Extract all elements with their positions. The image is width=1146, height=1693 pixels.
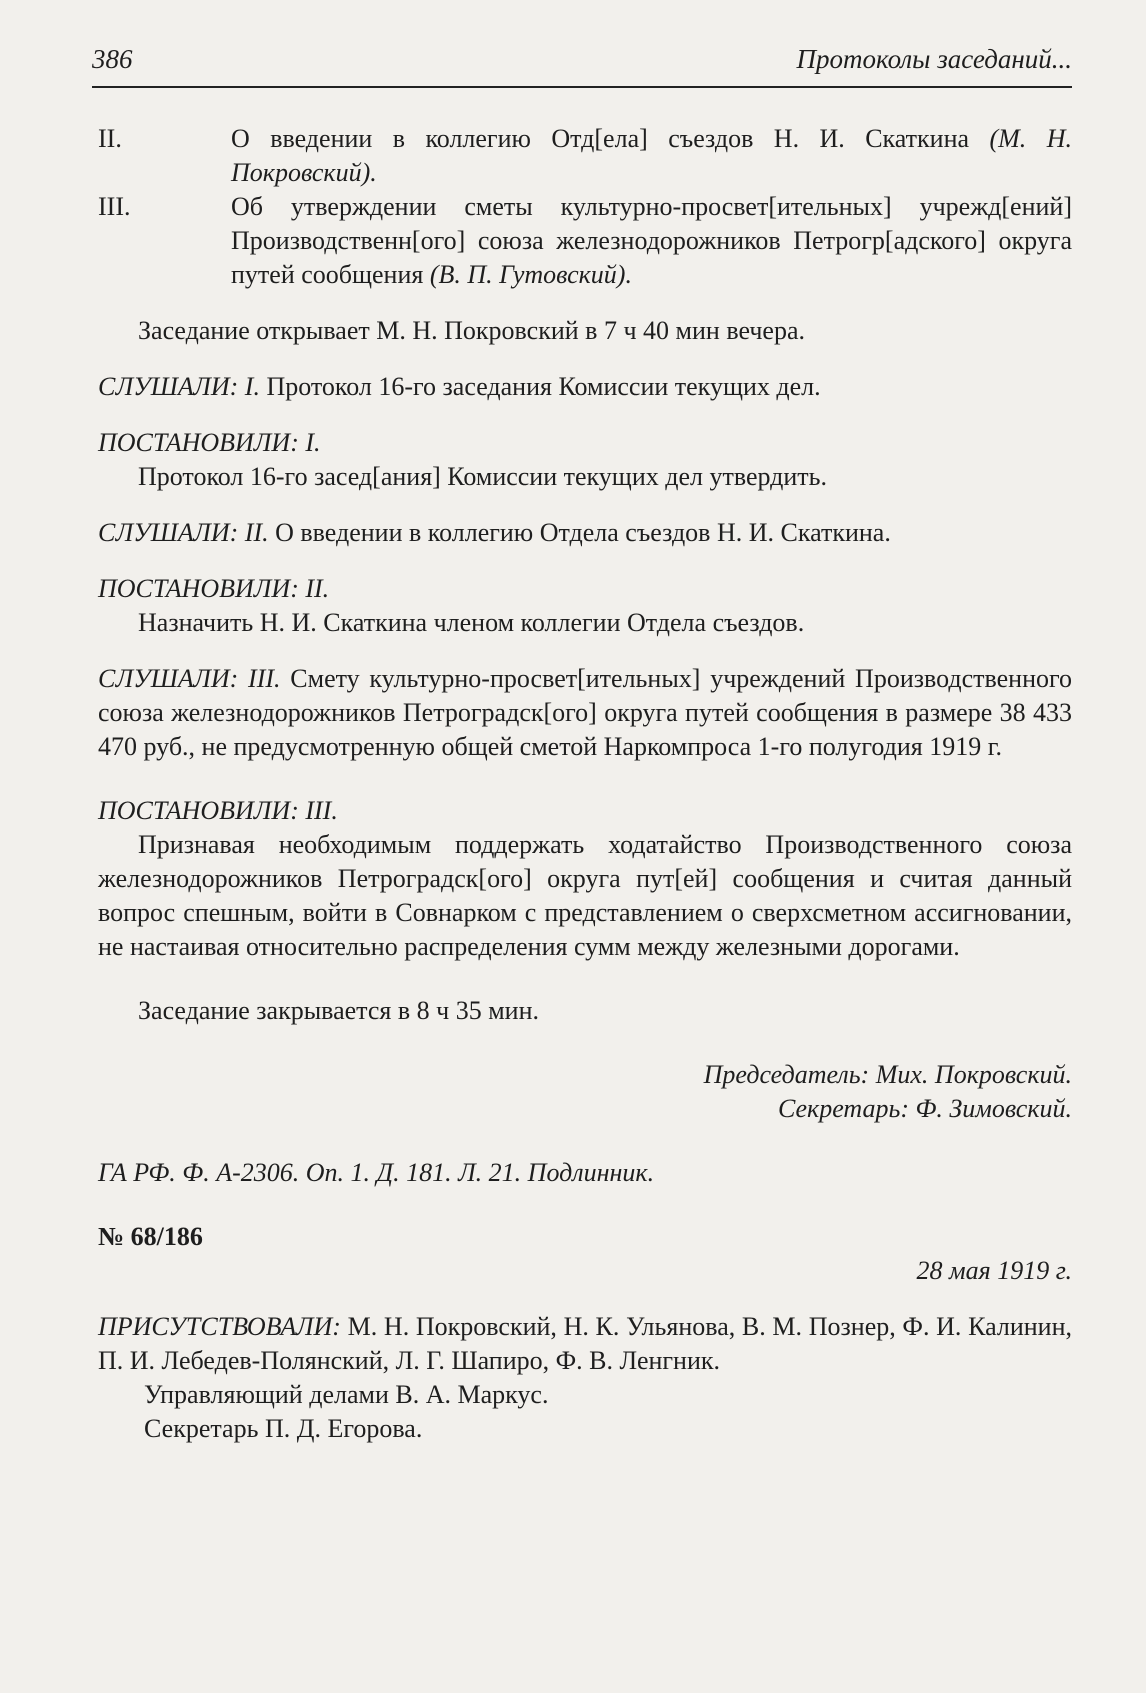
running-title: Протоколы заседаний... [796, 44, 1072, 74]
agenda-item [98, 190, 1072, 292]
resolved-text: Признавая необходимым поддержать ходатайство Производственного союза железнодорожников Петроградск[ого] округа пут[ей] сообщения и считая данный вопрос спешным, войти в Совнарком с представлением о сверхсметном ассигновании, не настаивая относительно распределения сумм между железными дорогами. [98, 830, 1072, 961]
header-rule [92, 86, 1072, 88]
page-number: 386 [92, 44, 133, 74]
heard-label: СЛУШАЛИ: I. [98, 372, 260, 401]
chair-signature: Председатель: Мих. Покровский. [703, 1060, 1072, 1089]
agenda-number: II. [98, 124, 122, 153]
agenda-author: (М. Н. Покровский). [231, 124, 1072, 187]
agenda-number: III. [98, 192, 131, 221]
present-text: М. Н. Покровский, Н. К. Ульянова, В. М. Познер, Ф. И. Калинин, П. И. Лебедев-Полянский, Л. Г. Шапиро, Ф. В. Ленгник. [98, 1312, 1072, 1375]
present-label: ПРИСУТСТВОВАЛИ: [98, 1312, 341, 1341]
attendance-block [98, 1310, 1072, 1446]
resolved-label: ПОСТАНОВИЛИ: I. [98, 428, 321, 457]
heard-text: Смету культурно-просвет[ительных] учреждений Производственного союза железнодорожников Петроградск[ого] округа путей сообщения в размере 38 433 470 руб., не предусмотренную общей сметой Наркомпроса 1-го полугодия 1919 г. [98, 664, 1073, 761]
opening-line: Заседание открывает М. Н. Покровский в 7 ч 40 мин вечера. [138, 316, 805, 345]
heard-text: Протокол 16-го заседания Комиссии текущих дел. [266, 372, 821, 401]
heard-text: О введении в коллегию Отдела съездов Н. И. Скаткина. [275, 518, 891, 547]
resolved-label: ПОСТАНОВИЛИ: II. [98, 574, 330, 603]
manager-line: Управляющий делами В. А. Маркус. [144, 1380, 549, 1409]
heard-item [98, 370, 1072, 404]
secretary-signature: Секретарь: Ф. Зимовский. [777, 1094, 1072, 1123]
agenda-author: (В. П. Гутовский). [429, 260, 632, 289]
agenda-list [98, 122, 1072, 292]
heard-item [98, 516, 1072, 550]
resolved-label: ПОСТАНОВИЛИ: III. [98, 796, 338, 825]
heard-label: СЛУШАЛИ: II. [98, 518, 269, 547]
resolved-text: Назначить Н. И. Скаткина членом коллегии Отдела съездов. [138, 608, 805, 637]
page-header [92, 44, 1072, 84]
secretary-line: Секретарь П. Д. Егорова. [144, 1414, 423, 1443]
agenda-text: О введении в коллегию Отд[ела] съездов Н. И. Скаткина [231, 124, 970, 153]
closing-line: Заседание закрывается в 8 ч 35 мин. [138, 996, 539, 1025]
heard-label: СЛУШАЛИ: III. [98, 664, 281, 693]
document-body [98, 122, 1072, 1446]
document-date: 28 мая 1919 г. [916, 1256, 1072, 1285]
resolved-text: Протокол 16-го засед[ания] Комиссии текущих дел утвердить. [138, 462, 828, 491]
document-number: № 68/186 [98, 1222, 203, 1251]
agenda-item [98, 122, 1072, 190]
agenda-text: Об утверждении сметы культурно-просвет[ительных] учрежд[ений] Производственн[ого] союза железнодорожников Петрогр[адского] округа путей сообщения [231, 192, 1072, 289]
heard-item [98, 662, 1072, 764]
archive-source: ГА РФ. Ф. А-2306. Оп. 1. Д. 181. Л. 21. Подлинник. [98, 1158, 655, 1187]
